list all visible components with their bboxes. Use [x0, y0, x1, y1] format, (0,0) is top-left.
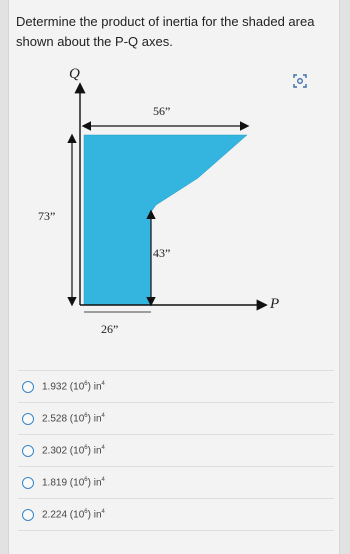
answer-option[interactable]: [18, 403, 334, 435]
radio-button[interactable]: [22, 509, 34, 521]
option-label: 2.302 $(10^6)$ $in^4$: [42, 444, 105, 457]
shaded-area: [84, 135, 247, 305]
top-width-label: 56”: [153, 104, 171, 118]
option-label: 2.224 $(10^6)$ $in^4$: [42, 508, 105, 521]
answer-options: [18, 370, 334, 531]
question-text: Determine the product of inertia for the shaded area shown about the P-Q axes.: [16, 14, 315, 49]
radio-button[interactable]: [22, 445, 34, 457]
axis-q-label: Q: [69, 66, 80, 82]
option-label: 1.932 $(10^6)$ $in^4$: [42, 380, 105, 393]
radio-button[interactable]: [22, 477, 34, 489]
answer-option[interactable]: [18, 435, 334, 467]
radio-button[interactable]: [22, 413, 34, 425]
answer-option[interactable]: [18, 467, 334, 499]
bottom-width-label: 26”: [101, 322, 119, 336]
option-label: 1.819 $(10^6)$ $in^4$: [42, 476, 105, 489]
radio-button[interactable]: [22, 381, 34, 393]
notch-height-label: 43”: [153, 246, 171, 260]
axis-p-label: P: [270, 296, 280, 312]
left-height-label: 73”: [38, 209, 56, 223]
answer-option[interactable]: [18, 370, 334, 403]
answer-option[interactable]: [18, 499, 334, 531]
option-label: 2.528 $(10^6)$ $in^4$: [42, 412, 105, 425]
